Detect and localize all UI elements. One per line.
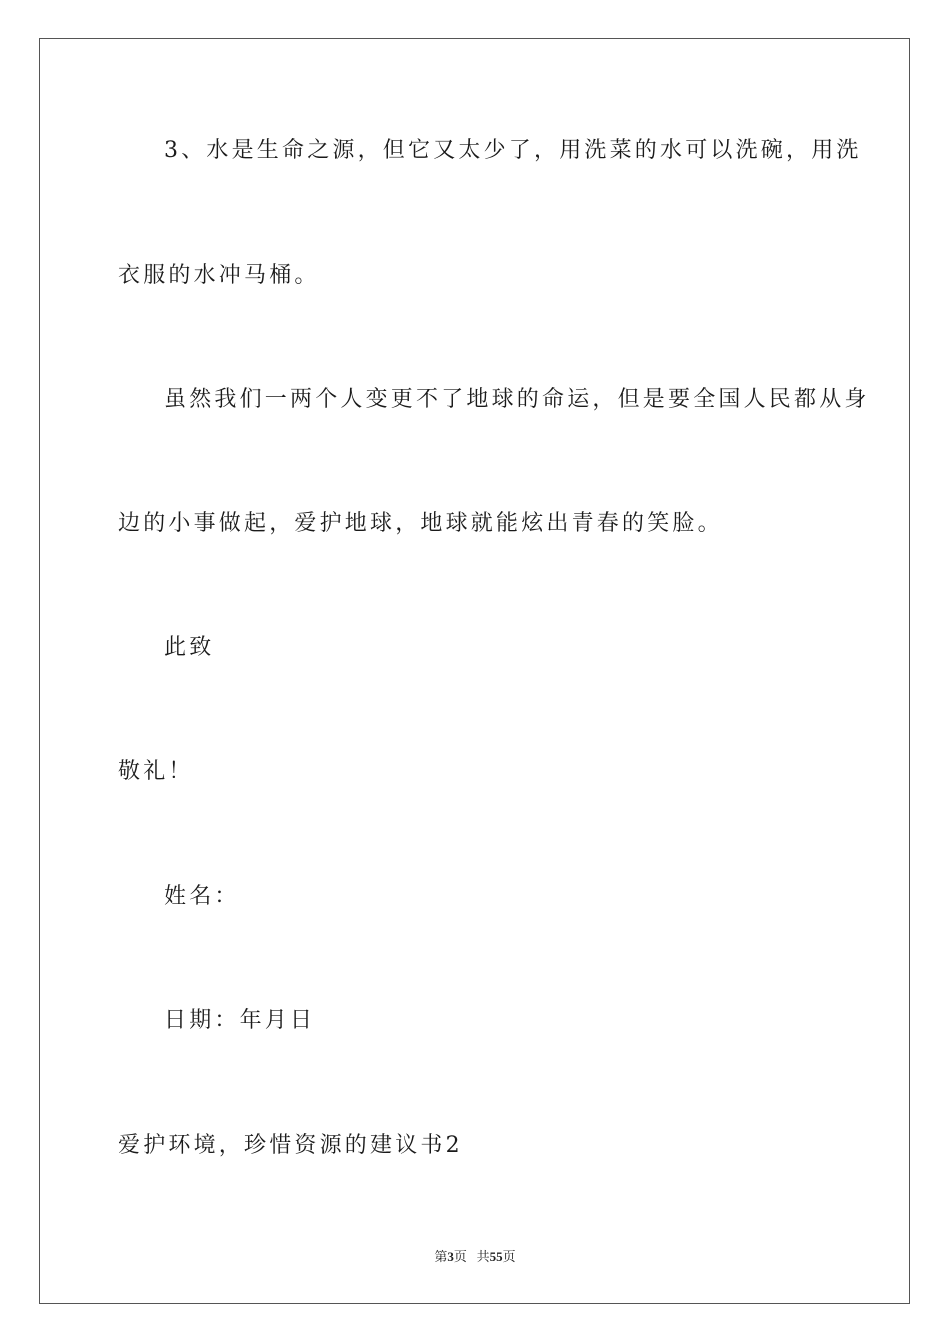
paragraph-line-2: 衣服的水冲马桶。 — [118, 263, 320, 288]
paragraph-line-1: 3、水是生命之源，但它又太少了，用洗菜的水可以洗碗，用洗 — [164, 138, 862, 163]
footer-total-prefix: 共 — [476, 1249, 490, 1264]
footer-total-suffix: 页 — [502, 1249, 516, 1264]
section-title: 爱护环境，珍惜资源的建议书2 — [118, 1133, 463, 1158]
closing-respect: 敬礼！ — [118, 759, 194, 784]
paragraph-line-4: 边的小事做起，爱护地球，地球就能炫出青春的笑脸。 — [118, 511, 723, 536]
paragraph-line-3: 虽然我们一两个人变更不了地球的命运，但是要全国人民都从身 — [164, 387, 870, 412]
footer-page-number: 3 — [447, 1249, 454, 1264]
signature-date-label: 日期：年月日 — [164, 1008, 316, 1033]
closing-salutation: 此致 — [164, 635, 215, 660]
footer-page-suffix: 页 — [453, 1249, 467, 1264]
footer-page-prefix: 第 — [434, 1249, 448, 1264]
footer-total-pages: 55 — [489, 1249, 503, 1264]
signature-name-label: 姓名： — [164, 884, 240, 909]
page-border — [39, 38, 910, 1304]
page-footer — [0, 1246, 950, 1265]
